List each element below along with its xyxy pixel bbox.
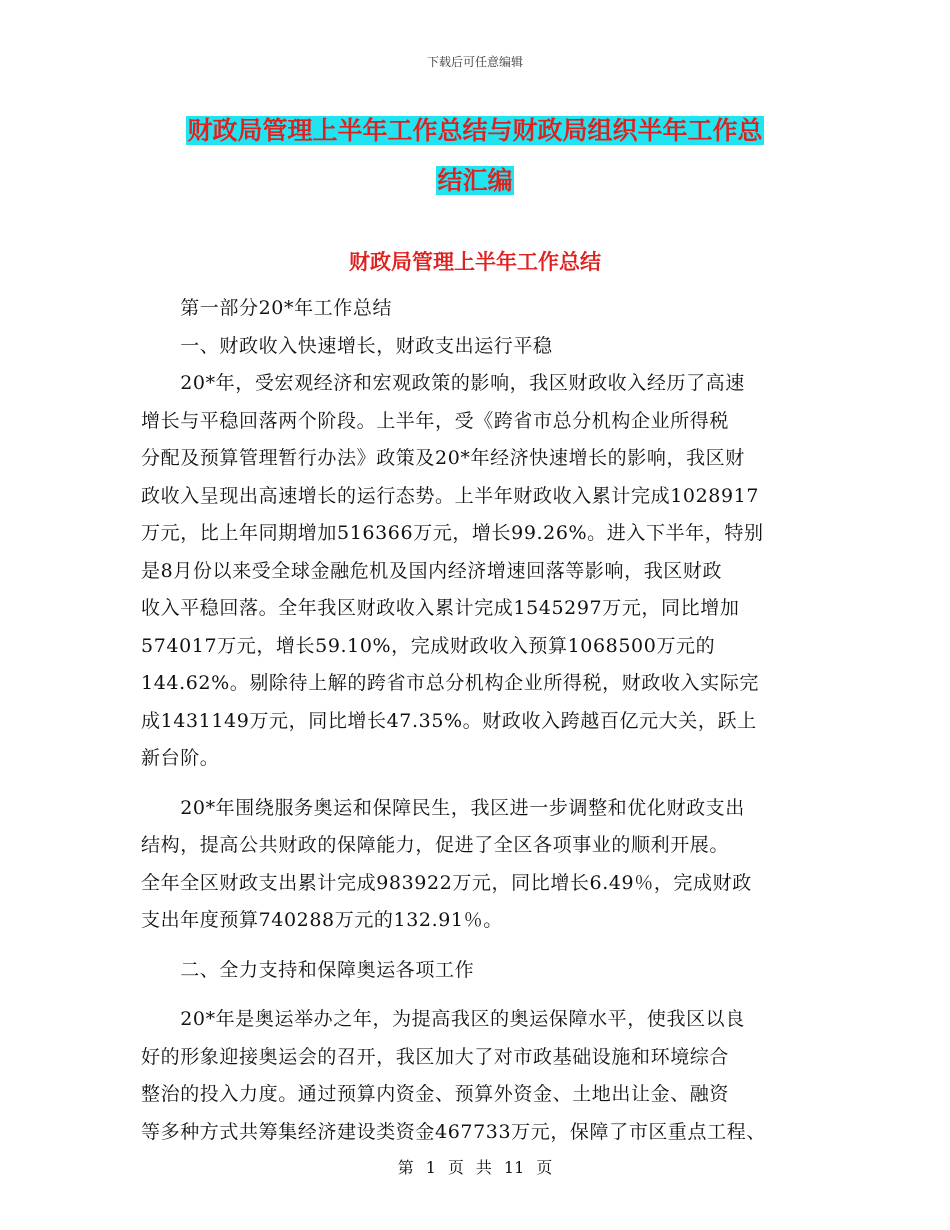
- text-line: 收入平稳回落。全年我区财政收入累计完成1545297万元，同比增加: [141, 597, 740, 619]
- text-line: 全年全区财政支出累计完成983922万元，同比增长6.49％，完成财政: [141, 871, 752, 894]
- text-line: 20*年是奥运举办之年，为提高我区的奥运保障水平，使我区以良: [141, 1008, 745, 1030]
- text-line: 支出年度预算740288万元的132.91％。: [141, 909, 503, 931]
- body-text: [141, 290, 811, 1151]
- text-line: 二、全力支持和保障奥运各项工作: [141, 958, 475, 981]
- text-line: 增长与平稳回落两个阶段。上半年，受《跨省市总分机构企业所得税: [141, 409, 730, 432]
- page-footer: [0, 1155, 950, 1178]
- document-title-line-2: 结汇编: [437, 166, 513, 195]
- text-line: 政收入呈现出高速增长的运行态势。上半年财政收入累计完成1028917: [141, 484, 760, 507]
- text-line: 分配及预算管理暂行办法》政策及20*年经济快速增长的影响，我区财: [141, 447, 745, 469]
- text-line: 成1431149万元，同比增长47.35%。财政收入跨越百亿元大关，跃上: [141, 709, 757, 732]
- text-line: 万元，比上年同期增加516366万元，增长99.26%。进入下半年，特别: [141, 522, 764, 544]
- text-line: 20*年围绕服务奥运和保障民生，我区进一步调整和优化财政支出: [141, 796, 745, 819]
- text-line: 整治的投入力度。通过预算内资金、预算外资金、土地出让金、融资: [141, 1083, 730, 1105]
- text-line: 等多种方式共筹集经济建设类资金467733万元，保障了市区重点工程、: [141, 1120, 766, 1143]
- text-line: 574017万元，增长59.10%，完成财政收入预算1068500万元的: [141, 634, 716, 657]
- text-line: 是8月份以来受全球金融危机及国内经济增速回落等影响，我区财政: [141, 559, 723, 582]
- document-title: [0, 106, 950, 206]
- text-line: 第一部分20*年工作总结: [141, 297, 393, 319]
- text-line: 新台阶。: [141, 747, 220, 769]
- text-line: 结构，提高公共财政的保障能力，促进了全区各项事业的顺利开展。: [141, 834, 730, 856]
- text-line: 144.62%。剔除待上解的跨省市总分机构企业所得税，财政收入实际完: [141, 672, 759, 694]
- document-title-line-1: 财政局管理上半年工作总结与财政局组织半年工作总: [187, 116, 763, 145]
- text-line: 20*年，受宏观经济和宏观政策的影响，我区财政收入经历了高速: [141, 372, 745, 394]
- footer-ye-2: 页: [536, 1158, 553, 1177]
- text-line: 一、财政收入快速增长，财政支出运行平稳: [141, 334, 553, 357]
- header-note: 下载后可任意编辑: [426, 55, 523, 69]
- section-title: 财政局管理上半年工作总结: [349, 250, 601, 274]
- footer-di: 第: [397, 1158, 414, 1177]
- page-number: 1: [425, 1158, 436, 1177]
- page-total: 11: [503, 1158, 525, 1177]
- footer-gong: 共: [475, 1158, 492, 1177]
- text-line: 好的形象迎接奥运会的召开，我区加大了对市政基础设施和环境综合: [141, 1045, 730, 1068]
- footer-ye: 页: [447, 1158, 464, 1177]
